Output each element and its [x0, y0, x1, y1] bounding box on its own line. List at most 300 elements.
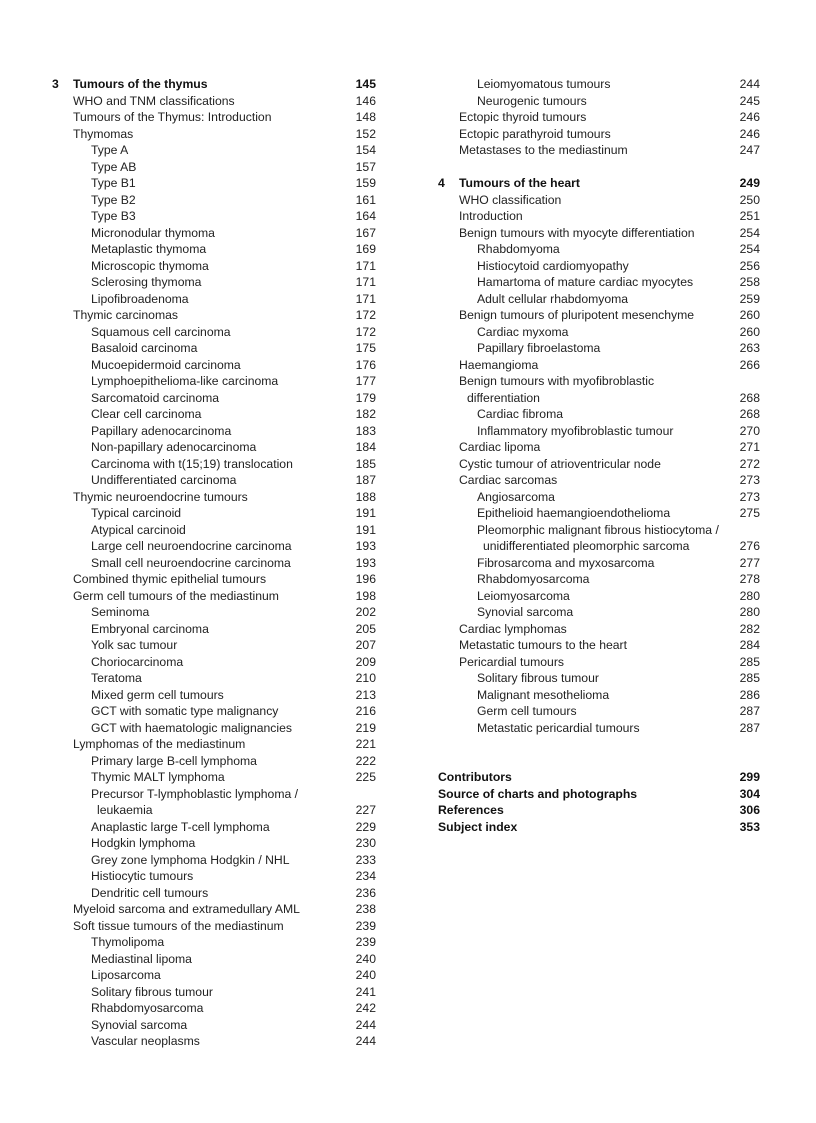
entry-title: differentiation — [467, 390, 540, 405]
entry-page: 239 — [355, 935, 376, 949]
entry-page: 244 — [355, 1017, 376, 1032]
entry-title: Germ cell tumours of the mediastinum — [73, 588, 279, 603]
toc-entry — [52, 604, 376, 621]
entry-title: Combined thymic epithelial tumours — [73, 572, 267, 586]
toc-entry — [438, 720, 760, 737]
toc-entry — [52, 489, 376, 506]
entry-page: 285 — [739, 671, 760, 685]
entry-page: 146 — [355, 93, 376, 108]
entry-title: Choriocarcinoma — [91, 654, 184, 669]
entry-page: 185 — [355, 456, 376, 471]
entry-title: Hodgkin lymphoma — [91, 836, 196, 850]
entry-page: 187 — [355, 473, 376, 487]
entry-title: Introduction — [459, 209, 523, 223]
toc-entry — [52, 637, 376, 654]
entry-page: 306 — [739, 803, 760, 817]
entry-title: Metastatic pericardial tumours — [477, 720, 640, 735]
entry-title: Cardiac lipoma — [459, 440, 541, 454]
toc-entry — [438, 555, 760, 572]
entry-page: 221 — [355, 737, 376, 751]
toc-entry — [52, 753, 376, 770]
entry-title: Germ cell tumours — [477, 704, 577, 718]
toc-entry — [438, 258, 760, 275]
entry-title: References — [438, 803, 504, 817]
entry-title: Source of charts and photographs — [438, 786, 638, 801]
chapter-page: 249 — [739, 176, 760, 190]
entry-page: 259 — [739, 291, 760, 306]
entry-title: Type AB — [91, 159, 137, 174]
toc-column-left — [52, 76, 376, 1050]
entry-page: 222 — [355, 753, 376, 768]
entry-page: 205 — [355, 621, 376, 636]
toc-entry — [52, 835, 376, 852]
entry-title: Type B1 — [91, 176, 136, 190]
toc-entry — [52, 208, 376, 225]
entry-title: Primary large B-cell lymphoma — [91, 753, 257, 768]
entry-page: 175 — [355, 341, 376, 355]
entry-title: Synovial sarcoma — [91, 1017, 188, 1032]
entry-title: Leiomyomatous tumours — [477, 77, 611, 91]
entry-page: 207 — [355, 638, 376, 652]
entry-page: 280 — [739, 588, 760, 603]
entry-title: Microscopic thymoma — [91, 258, 209, 273]
entry-title: Synovial sarcoma — [477, 605, 574, 619]
entry-title: WHO classification — [459, 192, 562, 207]
entry-page: 244 — [355, 1034, 376, 1048]
entry-page: 282 — [739, 621, 760, 636]
entry-page: 240 — [355, 968, 376, 982]
entry-page: 183 — [355, 423, 376, 438]
toc-entry — [438, 687, 760, 704]
chapter-number: 3 — [52, 77, 59, 91]
toc-entry — [52, 588, 376, 605]
entry-title: Seminoma — [91, 605, 150, 619]
entry-title: Papillary fibroelastoma — [477, 341, 601, 355]
entry-page: 171 — [355, 291, 376, 306]
entry-page: 233 — [355, 852, 376, 867]
toc-entry — [52, 126, 376, 143]
toc-entry — [438, 307, 760, 324]
entry-title: Type B3 — [91, 209, 136, 223]
entry-page: 275 — [739, 506, 760, 520]
toc-entry-list — [52, 93, 376, 1050]
entry-page: 277 — [739, 555, 760, 570]
toc-entry — [52, 340, 376, 357]
toc-entry — [438, 93, 760, 110]
toc-entry — [52, 1017, 376, 1034]
toc-entry — [52, 819, 376, 836]
toc-entry — [52, 159, 376, 176]
entry-title: Sarcomatoid carcinoma — [91, 390, 220, 405]
entry-title: Type B2 — [91, 192, 136, 207]
entry-page: 273 — [739, 473, 760, 487]
entry-page: 256 — [739, 258, 760, 273]
entry-title: Tumours of the Thymus: Introduction — [73, 110, 272, 124]
entry-page: 171 — [355, 258, 376, 273]
entry-title: Cardiac myxoma — [477, 324, 569, 339]
toc-entry — [438, 621, 760, 638]
toc-entry — [438, 588, 760, 605]
entry-page: 152 — [355, 126, 376, 141]
entry-title: Liposarcoma — [91, 968, 161, 982]
entry-page: 270 — [739, 423, 760, 438]
entry-title: Lipofibroadenoma — [91, 291, 189, 306]
toc-entry — [438, 241, 760, 258]
toc-entry — [52, 472, 376, 489]
toc-entry — [52, 423, 376, 440]
toc-entry — [438, 703, 760, 720]
entry-title: Fibrosarcoma and myxosarcoma — [477, 555, 655, 570]
entry-page: 230 — [355, 836, 376, 850]
toc-entry — [52, 225, 376, 242]
entry-title: Benign tumours with myocyte differentiation — [459, 225, 695, 240]
toc-entry — [438, 654, 760, 671]
entry-title: Papillary adenocarcinoma — [91, 423, 232, 438]
chapter-title: Tumours of the thymus — [73, 77, 208, 91]
entry-page: 299 — [739, 770, 760, 784]
entry-page: 227 — [355, 803, 376, 817]
entry-page: 225 — [355, 770, 376, 784]
back-matter-entry — [438, 786, 760, 803]
back-matter-entry — [438, 769, 760, 786]
toc-entry — [52, 571, 376, 588]
toc-entry — [438, 439, 760, 456]
entry-page: 188 — [355, 489, 376, 504]
entry-page: 238 — [355, 902, 376, 916]
entry-page: 179 — [355, 390, 376, 405]
entry-title: Inflammatory myofibroblastic tumour — [477, 423, 674, 438]
back-matter-entry — [438, 802, 760, 819]
entry-title: Thymic carcinomas — [73, 308, 178, 322]
entry-page: 182 — [355, 407, 376, 421]
entry-title: Angiosarcoma — [477, 489, 555, 504]
entry-page: 280 — [739, 605, 760, 619]
toc-entry — [52, 1033, 376, 1050]
toc-entry — [52, 769, 376, 786]
entry-page: 177 — [355, 374, 376, 388]
entry-title: Rhabdomyoma — [477, 242, 560, 256]
entry-page: 236 — [355, 885, 376, 900]
entry-title: Rhabdomyosarcoma — [91, 1001, 204, 1015]
toc-entry — [438, 670, 760, 687]
entry-title: leukaemia — [97, 803, 153, 817]
toc-entry — [438, 291, 760, 308]
toc-column-right — [438, 76, 760, 835]
entry-title: Ectopic thyroid tumours — [459, 110, 587, 124]
toc-entry — [438, 109, 760, 126]
entry-page: 169 — [355, 242, 376, 256]
entry-title: Small cell neuroendocrine carcinoma — [91, 555, 291, 570]
entry-title: Ectopic parathyroid tumours — [459, 126, 611, 141]
entry-title: Embryonal carcinoma — [91, 621, 209, 636]
back-matter-list — [438, 769, 760, 835]
toc-entry — [52, 901, 376, 918]
entry-page: 210 — [355, 671, 376, 685]
entry-page: 278 — [739, 572, 760, 586]
chapter-title: Tumours of the heart — [459, 176, 580, 190]
entry-title: Hamartoma of mature cardiac myocytes — [477, 275, 694, 289]
spacer — [438, 736, 760, 769]
entry-title: Carcinoma with t(15;19) translocation — [91, 456, 293, 471]
toc-entry — [438, 324, 760, 341]
entry-page: 216 — [355, 704, 376, 718]
entry-page: 159 — [355, 176, 376, 190]
toc-entry — [438, 390, 760, 407]
entry-page: 353 — [739, 819, 760, 834]
entry-title: Thymic MALT lymphoma — [91, 770, 225, 784]
entry-title: GCT with haematologic malignancies — [91, 720, 292, 735]
entry-page: 240 — [355, 951, 376, 966]
entry-title: Metaplastic thymoma — [91, 242, 207, 256]
entry-title: Dendritic cell tumours — [91, 885, 209, 900]
entry-page: 184 — [355, 440, 376, 454]
entry-page: 209 — [355, 654, 376, 669]
entry-title: Sclerosing thymoma — [91, 275, 202, 289]
entry-page: 176 — [355, 357, 376, 372]
toc-entry — [52, 654, 376, 671]
toc-entry — [438, 357, 760, 374]
entry-title: GCT with somatic type malignancy — [91, 704, 279, 718]
entry-title: Precursor T-lymphoblastic lymphoma / — [91, 786, 299, 801]
entry-page: 272 — [739, 456, 760, 471]
toc-entry — [52, 802, 376, 819]
entry-title: Epithelioid haemangioendothelioma — [477, 506, 671, 520]
entry-title: Basaloid carcinoma — [91, 341, 198, 355]
toc-entry — [438, 274, 760, 291]
entry-title: Vascular neoplasms — [91, 1034, 200, 1048]
entry-page: 172 — [355, 324, 376, 339]
entry-page: 234 — [355, 869, 376, 883]
entry-page: 276 — [739, 539, 760, 553]
toc-entry — [52, 538, 376, 555]
toc-entry — [52, 703, 376, 720]
entry-page: 191 — [355, 522, 376, 537]
entry-page: 213 — [355, 687, 376, 702]
entry-title: Leiomyosarcoma — [477, 588, 570, 603]
toc-entry — [52, 687, 376, 704]
entry-page: 193 — [355, 555, 376, 570]
entry-title: Large cell neuroendocrine carcinoma — [91, 539, 292, 553]
toc-entry — [438, 522, 760, 539]
entry-title: Pericardial tumours — [459, 654, 564, 669]
toc-entry — [52, 241, 376, 258]
entry-page: 268 — [739, 390, 760, 405]
entry-page: 258 — [739, 275, 760, 289]
entry-page: 171 — [355, 275, 376, 289]
entry-page: 284 — [739, 638, 760, 652]
entry-title: Squamous cell carcinoma — [91, 324, 231, 339]
entry-page: 241 — [355, 984, 376, 999]
entry-title: Lymphomas of the mediastinum — [73, 737, 246, 751]
entry-title: Anaplastic large T-cell lymphoma — [91, 819, 270, 834]
toc-entry — [52, 1000, 376, 1017]
toc-entry — [52, 307, 376, 324]
entry-title: Undifferentiated carcinoma — [91, 473, 237, 487]
toc-entry — [438, 505, 760, 522]
chapter-number: 4 — [438, 176, 445, 190]
entry-page: 273 — [739, 489, 760, 504]
entry-title: Thymomas — [73, 126, 134, 141]
entry-title: Non-papillary adenocarcinoma — [91, 440, 257, 454]
entry-page: 254 — [739, 225, 760, 240]
toc-entry — [52, 373, 376, 390]
toc-entry — [52, 505, 376, 522]
entry-page: 268 — [739, 407, 760, 421]
entry-title: unidifferentiated pleomorphic sarcoma — [483, 539, 690, 553]
entry-page: 202 — [355, 605, 376, 619]
entry-page: 157 — [355, 159, 376, 174]
toc-entry — [52, 192, 376, 209]
entry-title: Haemangioma — [459, 357, 539, 372]
entry-page: 287 — [739, 720, 760, 735]
entry-page: 247 — [739, 143, 760, 157]
entry-title: Lymphoepithelioma-like carcinoma — [91, 374, 279, 388]
toc-entry — [52, 951, 376, 968]
toc-entry — [438, 604, 760, 621]
entry-title: Thymolipoma — [91, 935, 165, 949]
toc-entry — [438, 76, 760, 93]
entry-page: 304 — [739, 786, 760, 801]
toc-entry — [52, 456, 376, 473]
entry-title: Atypical carcinoid — [91, 522, 186, 537]
entry-page: 198 — [355, 588, 376, 603]
toc-entry — [438, 637, 760, 654]
entry-title: Mixed germ cell tumours — [91, 687, 224, 702]
entry-title: Soft tissue tumours of the mediastinum — [73, 918, 284, 933]
entry-title: Subject index — [438, 819, 518, 834]
toc-entry-list — [438, 76, 760, 159]
toc-entry — [52, 93, 376, 110]
entry-title: Myeloid sarcoma and extramedullary AML — [73, 902, 300, 916]
entry-title: Neurogenic tumours — [477, 93, 587, 108]
entry-page: 164 — [355, 209, 376, 223]
entry-page: 239 — [355, 918, 376, 933]
toc-entry — [438, 225, 760, 242]
entry-page: 172 — [355, 308, 376, 322]
entry-title: Teratoma — [91, 671, 142, 685]
toc-entry — [52, 984, 376, 1001]
entry-title: Type A — [91, 143, 129, 157]
entry-title: Grey zone lymphoma Hodgkin / NHL — [91, 852, 290, 867]
entry-title: Metastatic tumours to the heart — [459, 638, 627, 652]
entry-title: Cardiac lymphomas — [459, 621, 567, 636]
toc-entry — [438, 373, 760, 390]
chapter-heading — [438, 175, 760, 192]
toc-entry — [52, 918, 376, 935]
entry-title: WHO and TNM classifications — [73, 93, 235, 108]
entry-page: 219 — [355, 720, 376, 735]
toc-entry — [438, 538, 760, 555]
toc-entry — [52, 175, 376, 192]
entry-page: 154 — [355, 143, 376, 157]
entry-page: 286 — [739, 687, 760, 702]
toc-entry-list — [438, 192, 760, 737]
toc-entry — [438, 192, 760, 209]
toc-entry — [52, 736, 376, 753]
entry-page: 167 — [355, 225, 376, 240]
entry-title: Micronodular thymoma — [91, 225, 215, 240]
entry-title: Benign tumours with myofibroblastic — [459, 374, 655, 388]
entry-page: 196 — [355, 572, 376, 586]
entry-title: Cystic tumour of atrioventricular node — [459, 456, 661, 471]
entry-title: Clear cell carcinoma — [91, 407, 202, 421]
toc-entry — [52, 786, 376, 803]
toc-entry — [52, 720, 376, 737]
toc-entry — [438, 472, 760, 489]
spacer — [438, 159, 760, 176]
entry-page: 148 — [355, 110, 376, 124]
entry-title: Mediastinal lipoma — [91, 951, 192, 966]
toc-entry — [438, 208, 760, 225]
toc-entry — [52, 109, 376, 126]
toc-entry — [52, 406, 376, 423]
entry-title: Solitary fibrous tumour — [477, 671, 599, 685]
entry-page: 260 — [739, 324, 760, 339]
entry-title: Adult cellular rhabdomyoma — [477, 291, 629, 306]
toc-entry — [52, 670, 376, 687]
entry-page: 254 — [739, 242, 760, 256]
toc-entry — [438, 406, 760, 423]
entry-title: Solitary fibrous tumour — [91, 984, 213, 999]
toc-entry — [52, 885, 376, 902]
toc-entry — [52, 934, 376, 951]
entry-title: Contributors — [438, 770, 512, 784]
chapter-heading — [52, 76, 376, 93]
entry-title: Yolk sac tumour — [91, 638, 178, 652]
toc-entry — [52, 274, 376, 291]
toc-entry — [52, 522, 376, 539]
entry-page: 242 — [355, 1001, 376, 1015]
toc-entry — [52, 439, 376, 456]
toc-entry — [438, 456, 760, 473]
toc-entry — [438, 126, 760, 143]
toc-entry — [438, 142, 760, 159]
toc-entry — [52, 357, 376, 374]
entry-page: 287 — [739, 704, 760, 718]
entry-page: 271 — [739, 440, 760, 454]
toc-entry — [52, 142, 376, 159]
entry-page: 193 — [355, 539, 376, 553]
entry-page: 245 — [739, 93, 760, 108]
entry-page: 285 — [739, 654, 760, 669]
entry-title: Typical carcinoid — [91, 506, 182, 520]
entry-page: 250 — [739, 192, 760, 207]
entry-title: Mucoepidermoid carcinoma — [91, 357, 241, 372]
entry-page: 246 — [739, 110, 760, 124]
entry-page: 266 — [739, 357, 760, 372]
toc-entry — [438, 571, 760, 588]
toc-entry — [52, 291, 376, 308]
toc-entry — [438, 489, 760, 506]
toc-entry — [52, 967, 376, 984]
entry-title: Histiocytic tumours — [91, 869, 194, 883]
toc-entry — [52, 852, 376, 869]
toc-entry — [438, 423, 760, 440]
entry-title: Pleomorphic malignant fibrous histiocytoma / — [477, 522, 719, 537]
entry-title: Rhabdomyosarcoma — [477, 572, 590, 586]
entry-title: Thymic neuroendocrine tumours — [73, 489, 248, 504]
chapter-page: 145 — [355, 77, 376, 91]
entry-page: 191 — [355, 506, 376, 520]
toc-entry — [52, 390, 376, 407]
toc-entry — [52, 555, 376, 572]
toc-entry — [52, 868, 376, 885]
toc-entry — [52, 621, 376, 638]
toc-entry — [438, 340, 760, 357]
toc-entry — [52, 324, 376, 341]
entry-title: Cardiac fibroma — [477, 407, 564, 421]
entry-title: Benign tumours of pluripotent mesenchyme — [459, 308, 695, 322]
